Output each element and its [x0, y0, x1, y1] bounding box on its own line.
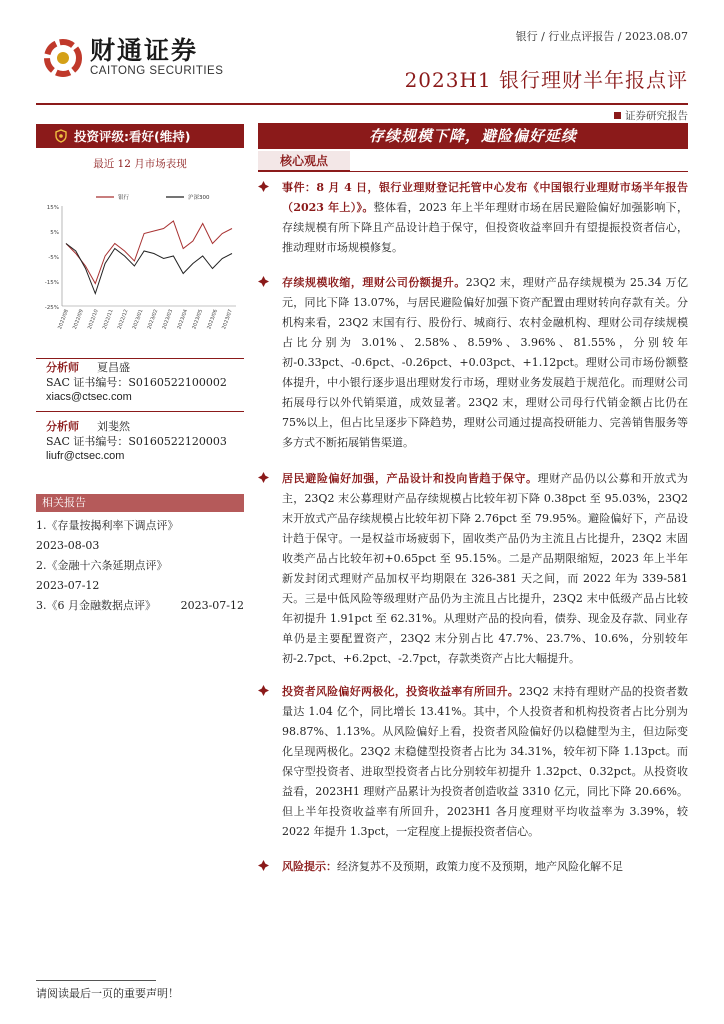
market-performance-chart: [36, 188, 244, 343]
analyst-sac: SAC 证书编号：S0160522120003: [46, 435, 227, 448]
brand-name-en: CAITONG SECURITIES: [90, 65, 224, 77]
section-text: 23Q2 末，理财产品存续规模为 25.34 万亿元，同比下降 13.07%，与居民避险偏好加强下资产配置由理财转向存款有关。分机构来看，23Q2 末国有行、股份行、城商行、农村金融机构、理财公司存续规模占比分别为 3.01%、2.58%、8.59%、3.96%、81.55%，分别较年初-0.33pct、-0.6pct、-0.26pct、+0.03pct、+1.12pct。理财公司市场份额整体提升，中小银行逐步退出理财发行市场，理财业务发展趋于规范化。而理财公司拓展母行以外代销渠道，成效显著。23Q2 末，理财公司母行代销金额占比仍在 75%以上，但占比呈逐步下降趋势，理财公司通过提高投研能力、完善销售服务等多方式不断拓展销售渠道。: [282, 276, 689, 449]
doc-type-text: 证券研究报告: [625, 110, 688, 122]
x-tick-label: 2022/08: [57, 308, 70, 331]
section-lead: 风险提示：: [282, 860, 337, 873]
doc-type-label: [614, 108, 688, 123]
related-report-item[interactable]: 3.《6 月金融数据点评》: [36, 599, 156, 612]
section-text: 理财产品仍以公募和开放式为主，23Q2 末公募理财产品存续规模占比较年初下降 0.38pct 至 95.03%，23Q2 末开放式产品存续规模占比较年初下降 2.76pct 至 79.95%。避险偏好下，产品设计趋于保守。一是权益市场疲弱下，固收类产品仍为主流且占比提升，23Q2 末固收类产品占比较年初+0.65pct 至 95.15%。二是产品期限缩短，2023 年上半年新发封闭式理财产品加权平均期限在 326-381 天之间，而 2022 年为 339-581 天。三是中低风险等级理财产品仍为主流且占比提升，23Q2 末中低级产品占比较年初提升 1.91pct 至 62.31%。从理财产品的投向看，债券、现金及存款、同业存单仍是主要配置资产，23Q2 末分别占比 47.7%、23.7%、10.6%，分别较年初-2.7pct、+6.2pct、-2.7pct，存款类资产占比大幅提升。: [282, 472, 689, 665]
section-event: [258, 178, 688, 258]
related-report-date: 2023-08-03: [36, 539, 100, 552]
core-view-tag: 核心观点: [258, 151, 350, 171]
rating-text: 投资评级:看好(维持): [74, 129, 191, 144]
chart-svg: [36, 188, 244, 343]
section-investors: [258, 682, 688, 842]
y-tick-label: -5%: [48, 255, 59, 261]
diamond-bullet-icon: [258, 181, 269, 192]
caitong-logo-icon: [44, 39, 82, 77]
core-view-divider: [258, 171, 688, 172]
x-tick-label: 2023/02: [146, 308, 160, 331]
analyst-email[interactable]: liufr@ctsec.com: [46, 450, 125, 462]
y-tick-label: 15%: [46, 205, 59, 211]
analyst-name: 夏昌盛: [97, 361, 130, 374]
section-risk-aversion: [258, 469, 688, 669]
x-tick-label: 2022/09: [72, 308, 85, 331]
related-report-row: [36, 596, 244, 616]
x-tick-label: 2022/10: [86, 308, 100, 331]
x-tick-label: 2023/04: [176, 308, 190, 331]
analyst-divider-1: [36, 358, 244, 359]
legend-label: 沪深300: [188, 195, 210, 201]
section-text: 经济复苏不及预期，政策力度不及预期，地产风险化解不足: [337, 860, 623, 873]
diamond-bullet-icon: [258, 860, 269, 871]
performance-label: 最近 12 月市场表现: [93, 158, 187, 170]
square-bullet-icon: [614, 112, 621, 119]
legend-label: 银行: [118, 195, 130, 201]
analyst-divider-2: [36, 411, 244, 412]
analyst-email[interactable]: xiacs@ctsec.com: [46, 391, 132, 403]
section-lead: 事件：8 月 4 日，银行业理财登记托管中心发布《中国银行业理财市场半年报告（2023 年上）》。: [282, 181, 688, 214]
header-divider: [36, 103, 688, 105]
analyst-block-2: [46, 419, 227, 464]
analyst-block-1: [46, 360, 227, 405]
y-tick-label: -15%: [44, 280, 59, 286]
y-tick-label: -25%: [44, 305, 59, 311]
section-lead: 投资者风险偏好两极化，投资收益率有所回升。: [282, 685, 520, 698]
x-tick-label: 2023/06: [206, 308, 219, 331]
breadcrumb: 银行 / 行业点评报告 / 2023.08.07: [515, 30, 688, 43]
x-tick-label: 2023/03: [161, 308, 175, 331]
shield-icon: [54, 129, 68, 143]
analyst-role: 分析师: [46, 361, 79, 374]
section-risk-warning: [258, 857, 688, 877]
footer-divider: [36, 980, 156, 981]
x-tick-label: 2023/05: [191, 308, 205, 331]
related-report-item[interactable]: 1.《存量按揭利率下调点评》: [36, 519, 179, 532]
rating-bar: [36, 124, 244, 148]
y-tick-label: 5%: [50, 230, 59, 236]
analyst-role: 分析师: [46, 420, 79, 433]
related-report-date: 2023-07-12: [180, 599, 244, 612]
section-text: 23Q2 末持有理财产品的投资者数量达 1.04 亿个，同比增长 13.41%。其中，个人投资者和机构投资者占比分别为 98.87%、1.13%。从风险偏好上看，投资者风险偏好仍以稳健型为主，但边际变化呈现两极化。23Q2 末稳健型投资者占比为 34.31%，较年初下降 1.13pct。而保守型投资者、进取型投资者占比分别较年初提升 1.32pct、0.32pct。从投资收益看，2023H1 理财产品累计为投资者创造收益 3310 亿元，同比下降 20.66%。但上半年投资收益率有所回升，2023H1 各月度理财平均收益率为 3.39%，较 2022 年提升 1.3pct，一定程度上提振投资者信心。: [282, 685, 689, 838]
diamond-bullet-icon: [258, 685, 269, 696]
headline: 存续规模下降，避险偏好延续: [258, 123, 688, 149]
analyst-sac: SAC 证书编号：S0160522100002: [46, 376, 227, 389]
related-reports-header: 相关报告: [36, 494, 244, 512]
related-report-item[interactable]: 2.《金融十六条延期点评》: [36, 559, 168, 572]
report-title: 2023H1 银行理财半年报点评: [404, 68, 688, 92]
section-text: 整体看，2023 年上半年理财市场在居民避险偏好加强影响下，存续规模有所下降且产品设计趋于保守，但投资收益率回升有望提振投资者信心，推动理财市场规模修复。: [282, 201, 688, 254]
diamond-bullet-icon: [258, 472, 269, 483]
x-tick-label: 2023/01: [131, 308, 145, 331]
x-tick-label: 2023/07: [221, 308, 234, 331]
brand-name-cn: 财通证券: [90, 36, 199, 65]
related-reports-list: [36, 516, 244, 616]
section-lead: 居民避险偏好加强，产品设计和投向皆趋于保守。: [282, 472, 538, 485]
section-lead: 存续规模收缩，理财公司份额提升。: [282, 276, 466, 289]
diamond-bullet-icon: [258, 276, 269, 287]
brand-logo: [44, 38, 223, 78]
section-scale: [258, 273, 688, 453]
disclaimer-note: 请阅读最后一页的重要声明！: [36, 987, 179, 1000]
series-line-hs300: [66, 244, 232, 294]
x-tick-label: 2022/12: [116, 308, 130, 331]
related-report-date: 2023-07-12: [36, 579, 100, 592]
x-tick-label: 2022/11: [101, 308, 115, 331]
analyst-name: 刘斐然: [97, 420, 130, 433]
